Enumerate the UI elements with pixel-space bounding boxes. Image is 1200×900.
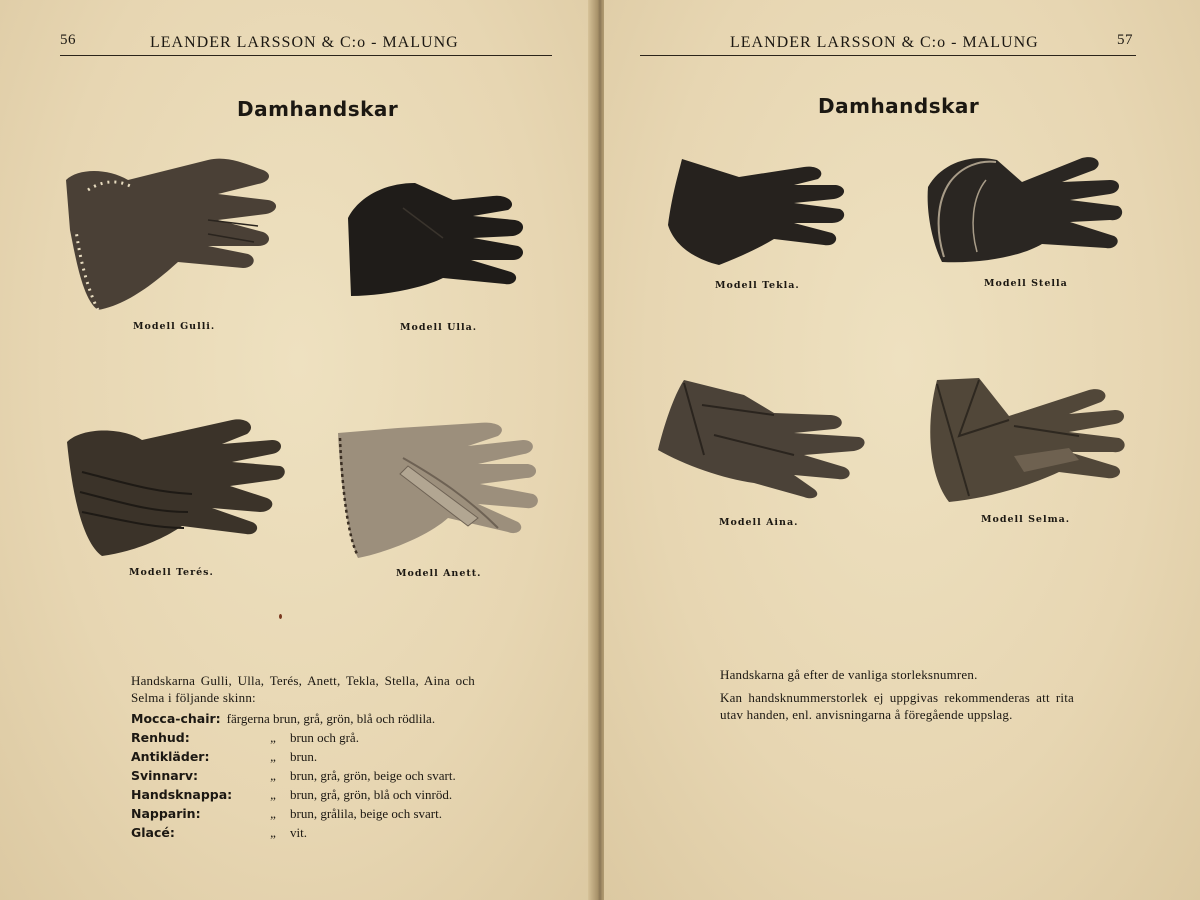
intro-paragraph: Handskarna Gulli, Ulla, Terés, Anett, Tekla, Stella, Aina och Selma i följande skinn: (131, 673, 475, 705)
material-colors: vit. (290, 825, 307, 840)
material-colors: brun, grå, grön, blå och vinröd. (290, 787, 453, 802)
right-page (604, 0, 1200, 900)
header-rule-left (60, 55, 552, 56)
caption-ulla: Modell Ulla. (400, 322, 478, 333)
material-name: Napparin: (131, 806, 201, 821)
ditto-mark: „ (270, 730, 276, 745)
caption-selma: Modell Selma. (981, 514, 1071, 525)
page-title-right: Damhandskar (818, 94, 980, 118)
material-colors: brun. (290, 749, 318, 764)
material-colors: färgerna brun, grå, grön, blå och rödlila. (226, 711, 436, 726)
caption-anett: Modell Anett. (396, 568, 482, 579)
ditto-mark: „ (270, 787, 276, 802)
glove-image-ulla (343, 178, 528, 308)
material-colors: brun, grå, grön, beige och svart. (290, 768, 456, 783)
material-colors: brun, grålila, beige och svart. (290, 806, 442, 821)
glove-image-selma (919, 376, 1129, 506)
material-row (131, 766, 456, 785)
running-head-left: LEANDER LARSSON & C:o - MALUNG (150, 34, 459, 51)
ditto-mark: „ (270, 749, 276, 764)
glove-image-tekla (664, 155, 849, 270)
material-row (131, 747, 456, 766)
size-note-1: Handskarna gå efter de vanliga storleksnumren. (720, 667, 978, 682)
material-row (131, 709, 456, 728)
glove-image-stella (922, 152, 1127, 270)
glove-image-gulli (58, 150, 288, 320)
material-name: Mocca-chair: (131, 711, 221, 726)
caption-tekla: Modell Tekla. (715, 280, 800, 291)
glove-image-aina (654, 375, 869, 505)
page-title-left: Damhandskar (237, 97, 399, 121)
page-number-left: 56 (60, 32, 76, 48)
running-head-right: LEANDER LARSSON & C:o - MALUNG (730, 34, 1039, 51)
material-name: Renhud: (131, 730, 190, 745)
caption-teres: Modell Terés. (129, 567, 214, 578)
left-page (0, 0, 596, 900)
material-row (131, 804, 456, 823)
glove-image-anett (328, 418, 543, 563)
ditto-mark: „ (270, 806, 276, 821)
material-name: Antikläder: (131, 749, 210, 764)
header-rule-right (640, 55, 1136, 56)
material-name: Glacé: (131, 825, 175, 840)
caption-stella: Modell Stella (984, 278, 1068, 289)
glove-image-teres (62, 412, 287, 562)
caption-aina: Modell Aina. (719, 517, 799, 528)
ink-speck (279, 614, 282, 619)
caption-gulli: Modell Gulli. (133, 321, 216, 332)
material-row (131, 785, 456, 804)
ditto-mark: „ (270, 825, 276, 840)
materials-table (131, 709, 456, 842)
size-note-2: Kan handsknummerstorlek ej uppgivas rekommenderas att rita utav handen, enl. anvisningarna å föregående uppslag. (720, 690, 1074, 722)
material-row (131, 728, 456, 747)
page-number-right: 57 (1117, 32, 1133, 48)
ditto-mark: „ (270, 768, 276, 783)
material-name: Handsknappa: (131, 787, 233, 802)
material-colors: brun och grå. (290, 730, 359, 745)
material-name: Svinnarv: (131, 768, 198, 783)
material-row (131, 823, 456, 842)
